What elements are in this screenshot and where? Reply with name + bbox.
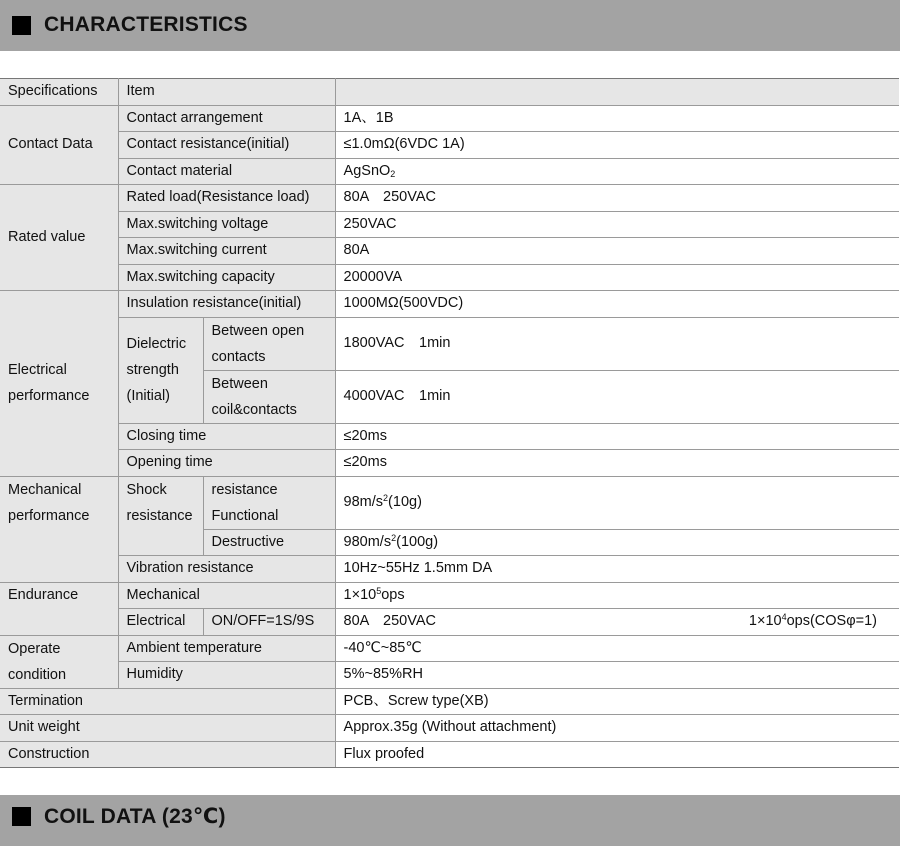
item-label: Termination (0, 688, 335, 715)
item-value (335, 609, 899, 636)
between-coil-contacts-label: Between coil&contacts (203, 370, 335, 423)
item-value: 1A、1B (335, 105, 899, 132)
header-square-icon (12, 807, 31, 826)
table-row (0, 741, 899, 768)
onoff-cycle-label: ON/OFF=1S/9S (203, 609, 335, 636)
item-value: AgSnO$_2$ (335, 158, 899, 185)
item-value: ≤20ms (335, 423, 899, 450)
table-row (0, 211, 899, 238)
table-head-row (0, 79, 899, 106)
characteristics-table (0, 78, 899, 768)
coil-data-title: COIL DATA (23℃) (44, 805, 226, 828)
table-row (0, 185, 899, 212)
table-row (0, 662, 899, 689)
item-value: 20000VA (335, 264, 899, 291)
table-row (0, 556, 899, 583)
item-label: Construction (0, 741, 335, 768)
item-value: $1\times 10^5ops$ (335, 582, 899, 609)
item-value: PCB、Screw type(XB) (335, 688, 899, 715)
characteristics-header (0, 0, 900, 51)
item-value: 10Hz~55Hz 1.5mm DA (335, 556, 899, 583)
group-rated-value: Rated value (0, 185, 118, 291)
item-value: 5%~85%RH (335, 662, 899, 689)
item-label: Electrical (118, 609, 203, 636)
item-label: Opening time (118, 450, 335, 477)
item-value: Flux proofed (335, 741, 899, 768)
group-contact-data: Contact Data (0, 105, 118, 185)
item-value: 4000VAC 1min (335, 370, 899, 423)
electrical-ops-value: $1\times 10^4ops(COS\varphi=1)$ (748, 612, 877, 629)
item-value: 250VAC (335, 211, 899, 238)
item-value: Approx.35g (Without attachment) (335, 715, 899, 742)
item-label: Unit weight (0, 715, 335, 742)
item-label: Contact material (118, 158, 335, 185)
group-operate-condition: Operate condition (0, 635, 118, 688)
table-row (0, 423, 899, 450)
table-row (0, 582, 899, 609)
item-value: ≤1.0mΩ(6VDC 1A) (335, 132, 899, 159)
table-row (0, 715, 899, 742)
header-square-icon (12, 16, 31, 35)
head-item: Item (118, 79, 335, 106)
item-value: 80A (335, 238, 899, 265)
item-label: Closing time (118, 423, 335, 450)
table-row (0, 158, 899, 185)
item-value: $980m/s^2(100g)$ (335, 529, 899, 556)
table-row (0, 105, 899, 132)
item-value: 1000MΩ(500VDC) (335, 291, 899, 318)
item-value: 1800VAC 1min (335, 317, 899, 370)
item-value: $98m/s^2(10g)$ (335, 476, 899, 529)
table-row (0, 264, 899, 291)
shock-resistance-label: Shock resistance (118, 476, 203, 556)
group-endurance: Endurance (0, 582, 118, 635)
table-row (0, 635, 899, 662)
item-label: Humidity (118, 662, 335, 689)
destructive-label: Destructive (203, 529, 335, 556)
characteristics-title: CHARACTERISTICS (44, 13, 248, 36)
item-value: ≤20ms (335, 450, 899, 477)
coil-data-header (0, 795, 900, 846)
table-row (0, 450, 899, 477)
dielectric-strength-label: Dielectric strength (Initial) (118, 317, 203, 423)
item-label: Contact resistance(initial) (118, 132, 335, 159)
item-label: Max.switching voltage (118, 211, 335, 238)
item-label: Max.switching current (118, 238, 335, 265)
head-specifications: Specifications (0, 79, 118, 106)
table-row (0, 291, 899, 318)
item-label: Insulation resistance(initial) (118, 291, 335, 318)
item-label: Max.switching capacity (118, 264, 335, 291)
table-row (0, 688, 899, 715)
item-value: 80A 250VAC (335, 185, 899, 212)
functional-label: resistance Functional (203, 476, 335, 529)
group-electrical-performance: Electrical performance (0, 291, 118, 477)
head-value (335, 79, 899, 106)
item-label: Contact arrangement (118, 105, 335, 132)
between-open-contacts-label: Between open contacts (203, 317, 335, 370)
item-label: Vibration resistance (118, 556, 335, 583)
electrical-load-value: 80A 250VAC (343, 613, 436, 629)
item-label: Mechanical (118, 582, 335, 609)
group-mechanical-performance: Mechanical performance (0, 476, 118, 582)
item-label: Ambient temperature (118, 635, 335, 662)
item-label: Rated load(Resistance load) (118, 185, 335, 212)
table-row (0, 132, 899, 159)
item-value: -40℃~85℃ (335, 635, 899, 662)
table-row (0, 238, 899, 265)
table-row (0, 609, 899, 636)
